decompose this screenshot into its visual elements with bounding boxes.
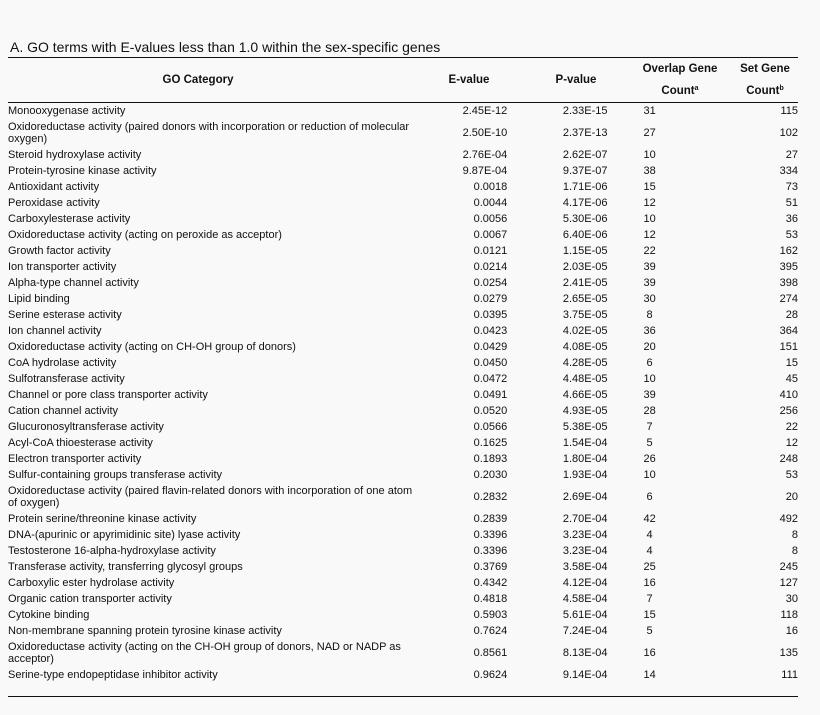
header-setgene-line1: Set Gene: [740, 63, 790, 75]
pvalue-cell: 4.66E-05: [562, 389, 608, 401]
table-row: [8, 575, 798, 591]
set-count-cell: 28: [785, 309, 798, 321]
header-set-gene-count: [732, 58, 798, 102]
set-count-cell: 111: [781, 669, 798, 681]
table-row: [8, 527, 798, 543]
bottom-rule: [8, 696, 798, 697]
overlap-count-cell: 27: [643, 127, 656, 139]
header-evalue: [414, 58, 524, 102]
go-category-cell: Serine esterase activity: [8, 309, 122, 321]
table-caption: A. GO terms with E-values less than 1.0 within the sex-specific genes: [10, 39, 441, 55]
pvalue-cell: 1.71E-06: [562, 181, 608, 193]
pvalue-cell: 2.69E-04: [562, 491, 608, 503]
header-pvalue: [524, 58, 628, 102]
header-overlap-line1: Overlap Gene: [642, 63, 718, 75]
overlap-count-cell: 15: [643, 609, 656, 621]
evalue-cell: 0.0056: [473, 213, 508, 225]
evalue-cell: 0.0254: [473, 277, 508, 289]
table-row: [8, 179, 798, 195]
evalue-cell: 0.7624: [473, 625, 508, 637]
go-category-cell: Lipid binding: [8, 293, 70, 305]
table-row: [8, 387, 798, 403]
evalue-cell: 0.1893: [473, 453, 508, 465]
go-category-cell: Oxidoreductase activity (acting on CH-OH group of donors): [8, 341, 296, 353]
header-setgene-footnote-mark: b: [779, 85, 784, 92]
set-count-cell: 45: [785, 373, 798, 385]
go-category-cell: Ion transporter activity: [8, 261, 117, 273]
pvalue-cell: 1.15E-05: [562, 245, 608, 257]
table-row: [8, 323, 798, 339]
pvalue-cell: 5.38E-05: [562, 421, 608, 433]
evalue-cell: 0.0214: [473, 261, 508, 273]
set-count-cell: 274: [779, 293, 798, 305]
overlap-count-cell: 15: [643, 181, 656, 193]
go-category-cell: Oxidoreductase activity (acting on the CH-OH group of donors, NAD or NADP as acceptor): [8, 641, 401, 665]
go-category-cell: Carboxylesterase activity: [8, 213, 131, 225]
set-count-cell: 15: [785, 357, 798, 369]
table-row: [8, 275, 798, 291]
overlap-count-cell: 39: [643, 261, 656, 273]
go-category-cell: Sulfur-containing groups transferase activity: [8, 469, 222, 481]
overlap-count-cell: 16: [643, 577, 656, 589]
table-row: [8, 559, 798, 575]
set-count-cell: 410: [779, 389, 798, 401]
set-count-cell: 115: [780, 105, 798, 117]
pvalue-cell: 9.37E-07: [562, 165, 608, 177]
table-row: [8, 591, 798, 607]
go-category-cell: Oxidoreductase activity (acting on peroxide as acceptor): [8, 229, 282, 241]
overlap-count-cell: 14: [643, 669, 656, 681]
pvalue-cell: 1.80E-04: [562, 453, 608, 465]
go-category-cell: Steroid hydroxylase activity: [8, 149, 142, 161]
evalue-cell: 0.0044: [473, 197, 508, 209]
header-go-category-label: GO Category: [162, 74, 234, 86]
table-row: [8, 227, 798, 243]
evalue-cell: 0.0279: [473, 293, 508, 305]
pvalue-cell: 9.14E-04: [562, 669, 608, 681]
header-overlap-gene-count: [628, 58, 732, 102]
pvalue-cell: 3.75E-05: [562, 309, 608, 321]
evalue-cell: 0.4342: [473, 577, 508, 589]
go-category-cell: Channel or pore class transporter activity: [8, 389, 208, 401]
set-count-cell: 30: [785, 593, 798, 605]
table-row: [8, 371, 798, 387]
overlap-count-cell: 10: [643, 373, 656, 385]
overlap-count-cell: 36: [643, 325, 656, 337]
set-count-cell: 118: [780, 609, 798, 621]
evalue-cell: 0.8561: [473, 647, 508, 659]
set-count-cell: 8: [791, 529, 798, 541]
table-row: [8, 163, 798, 179]
evalue-cell: 0.0520: [473, 405, 508, 417]
go-category-cell: Alpha-type channel activity: [8, 277, 139, 289]
set-count-cell: 151: [779, 341, 798, 353]
pvalue-cell: 4.02E-05: [562, 325, 608, 337]
go-category-cell: Monooxygenase activity: [8, 105, 126, 117]
pvalue-cell: 2.62E-07: [562, 149, 608, 161]
pvalue-cell: 2.03E-05: [562, 261, 608, 273]
set-count-cell: 8: [791, 545, 798, 557]
set-count-cell: 22: [785, 421, 798, 433]
overlap-count-cell: 5: [646, 625, 653, 637]
set-count-cell: 398: [779, 277, 798, 289]
overlap-count-cell: 7: [646, 593, 653, 605]
pvalue-cell: 4.58E-04: [562, 593, 608, 605]
table-row: [8, 403, 798, 419]
go-category-cell: Acyl-CoA thioesterase activity: [8, 437, 153, 449]
pvalue-cell: 3.58E-04: [562, 561, 608, 573]
overlap-count-cell: 5: [646, 437, 653, 449]
overlap-count-cell: 4: [646, 545, 653, 557]
set-count-cell: 127: [779, 577, 798, 589]
set-count-cell: 20: [785, 491, 798, 503]
go-category-cell: Protein serine/threonine kinase activity: [8, 513, 197, 525]
evalue-cell: 0.1625: [473, 437, 508, 449]
overlap-count-cell: 6: [646, 491, 653, 503]
table-row: [8, 451, 798, 467]
pvalue-cell: 3.23E-04: [562, 545, 608, 557]
pvalue-cell: 8.13E-04: [562, 647, 608, 659]
pvalue-cell: 4.17E-06: [562, 197, 608, 209]
table-row: [8, 623, 798, 639]
evalue-cell: 0.3396: [473, 529, 508, 541]
pvalue-cell: 4.48E-05: [562, 373, 608, 385]
overlap-count-cell: 28: [643, 405, 656, 417]
table-row: [8, 435, 798, 451]
evalue-cell: 0.2832: [473, 491, 508, 503]
header-overlap-footnote-mark: a: [694, 85, 699, 92]
pvalue-cell: 4.28E-05: [562, 357, 608, 369]
overlap-count-cell: 10: [643, 469, 656, 481]
table-row: [8, 483, 798, 511]
go-category-cell: Oxidoreductase activity (paired donors with incorporation or reduction of molecular oxygen): [8, 121, 410, 145]
evalue-cell: 0.0566: [473, 421, 508, 433]
table-row: [8, 195, 798, 211]
overlap-count-cell: 22: [643, 245, 656, 257]
set-count-cell: 162: [779, 245, 798, 257]
go-category-cell: Carboxylic ester hydrolase activity: [8, 577, 175, 589]
set-count-cell: 53: [785, 229, 798, 241]
set-count-cell: 364: [779, 325, 798, 337]
go-terms-table-body: [8, 103, 798, 683]
pvalue-cell: 5.30E-06: [562, 213, 608, 225]
set-count-cell: 248: [779, 453, 798, 465]
evalue-cell: 0.0450: [473, 357, 508, 369]
overlap-count-cell: 38: [643, 165, 656, 177]
set-count-cell: 73: [785, 181, 798, 193]
pvalue-cell: 6.40E-06: [562, 229, 608, 241]
table-row: [8, 419, 798, 435]
pvalue-cell: 2.33E-15: [562, 105, 608, 117]
go-category-cell: Transferase activity, transferring glycosyl groups: [8, 561, 243, 573]
overlap-count-cell: 31: [643, 105, 656, 117]
evalue-cell: 0.0395: [473, 309, 508, 321]
evalue-cell: 0.0429: [473, 341, 508, 353]
pvalue-cell: 7.24E-04: [562, 625, 608, 637]
set-count-cell: 135: [779, 647, 798, 659]
overlap-count-cell: 39: [643, 277, 656, 289]
table-row: [8, 259, 798, 275]
go-category-cell: Cytokine binding: [8, 609, 90, 621]
evalue-cell: 9.87E-04: [462, 165, 508, 177]
overlap-count-cell: 6: [646, 357, 653, 369]
header-pvalue-label: P-value: [555, 74, 597, 86]
evalue-cell: 2.76E-04: [462, 149, 508, 161]
go-category-cell: Oxidoreductase activity (paired flavin-related donors with incorporation of one atom of oxygen): [8, 485, 413, 509]
evalue-cell: 0.0067: [473, 229, 508, 241]
set-count-cell: 245: [779, 561, 798, 573]
pvalue-cell: 2.37E-13: [562, 127, 608, 139]
set-count-cell: 51: [785, 197, 798, 209]
go-category-cell: Electron transporter activity: [8, 453, 142, 465]
go-category-cell: Serine-type endopeptidase inhibitor activity: [8, 669, 218, 681]
pvalue-cell: 2.41E-05: [562, 277, 608, 289]
header-overlap-line2-text: Count: [661, 85, 695, 97]
pvalue-cell: 2.65E-05: [562, 293, 608, 305]
table-row: [8, 119, 798, 147]
go-category-cell: Sulfotransferase activity: [8, 373, 125, 385]
pvalue-cell: 4.93E-05: [562, 405, 608, 417]
pvalue-cell: 5.61E-04: [562, 609, 608, 621]
table-row: [8, 639, 798, 667]
evalue-cell: 2.50E-10: [462, 127, 508, 139]
overlap-count-cell: 30: [643, 293, 656, 305]
set-count-cell: 334: [779, 165, 798, 177]
header-setgene-line2: [740, 79, 790, 101]
overlap-count-cell: 26: [643, 453, 656, 465]
overlap-count-cell: 12: [643, 197, 656, 209]
set-count-cell: 53: [785, 469, 798, 481]
pvalue-cell: 4.12E-04: [562, 577, 608, 589]
overlap-count-cell: 7: [646, 421, 653, 433]
pvalue-cell: 1.54E-04: [562, 437, 608, 449]
overlap-count-cell: 4: [646, 529, 653, 541]
header-go-category: [10, 58, 386, 102]
go-category-cell: Testosterone 16-alpha-hydroxylase activity: [8, 545, 216, 557]
go-category-cell: Ion channel activity: [8, 325, 102, 337]
header-overlap-line2: [643, 79, 718, 101]
go-category-cell: Antioxidant activity: [8, 181, 100, 193]
evalue-cell: 0.5903: [473, 609, 508, 621]
go-category-cell: Cation channel activity: [8, 405, 119, 417]
table-row: [8, 607, 798, 623]
go-category-cell: Peroxidase activity: [8, 197, 100, 209]
header-setgene-line2-text: Count: [746, 85, 780, 97]
pvalue-cell: 3.23E-04: [562, 529, 608, 541]
table-row: [8, 467, 798, 483]
go-category-cell: Non-membrane spanning protein tyrosine kinase activity: [8, 625, 282, 637]
table-row: [8, 307, 798, 323]
table-row: [8, 243, 798, 259]
pvalue-cell: 4.08E-05: [562, 341, 608, 353]
go-category-cell: Organic cation transporter activity: [8, 593, 172, 605]
go-category-cell: CoA hydrolase activity: [8, 357, 117, 369]
pvalue-cell: 2.70E-04: [562, 513, 608, 525]
table-row: [8, 211, 798, 227]
go-category-cell: Protein-tyrosine kinase activity: [8, 165, 157, 177]
go-category-cell: Glucuronosyltransferase activity: [8, 421, 164, 433]
table-row: [8, 339, 798, 355]
table-row: [8, 543, 798, 559]
set-count-cell: 12: [785, 437, 798, 449]
set-count-cell: 16: [785, 625, 798, 637]
set-count-cell: 102: [779, 127, 798, 139]
set-count-cell: 256: [779, 405, 798, 417]
overlap-count-cell: 8: [646, 309, 653, 321]
go-category-cell: Growth factor activity: [8, 245, 111, 257]
go-terms-table: [8, 103, 798, 683]
evalue-cell: 0.4818: [473, 593, 508, 605]
go-category-cell: DNA-(apurinic or apyrimidinic site) lyase activity: [8, 529, 241, 541]
table-row: [8, 511, 798, 527]
overlap-count-cell: 10: [643, 213, 656, 225]
pvalue-cell: 1.93E-04: [562, 469, 608, 481]
evalue-cell: 2.45E-12: [462, 105, 508, 117]
overlap-count-cell: 42: [643, 513, 656, 525]
header-evalue-label: E-value: [448, 74, 490, 86]
table-row: [8, 355, 798, 371]
evalue-cell: 0.0121: [473, 245, 508, 257]
overlap-count-cell: 10: [643, 149, 656, 161]
overlap-count-cell: 16: [643, 647, 656, 659]
table-row: [8, 667, 798, 683]
overlap-count-cell: 20: [643, 341, 656, 353]
overlap-count-cell: 25: [643, 561, 656, 573]
set-count-cell: 36: [785, 213, 798, 225]
overlap-count-cell: 12: [643, 229, 656, 241]
evalue-cell: 0.0491: [473, 389, 508, 401]
evalue-cell: 0.0472: [473, 373, 508, 385]
table-row: [8, 147, 798, 163]
evalue-cell: 0.9624: [473, 669, 508, 681]
evalue-cell: 0.0423: [473, 325, 508, 337]
evalue-cell: 0.2030: [473, 469, 508, 481]
table-row: [8, 291, 798, 307]
set-count-cell: 492: [779, 513, 798, 525]
set-count-cell: 395: [779, 261, 798, 273]
table-row: [8, 103, 798, 119]
evalue-cell: 0.2839: [473, 513, 508, 525]
evalue-cell: 0.0018: [473, 181, 508, 193]
evalue-cell: 0.3769: [473, 561, 508, 573]
evalue-cell: 0.3396: [473, 545, 508, 557]
set-count-cell: 27: [785, 149, 798, 161]
overlap-count-cell: 39: [643, 389, 656, 401]
